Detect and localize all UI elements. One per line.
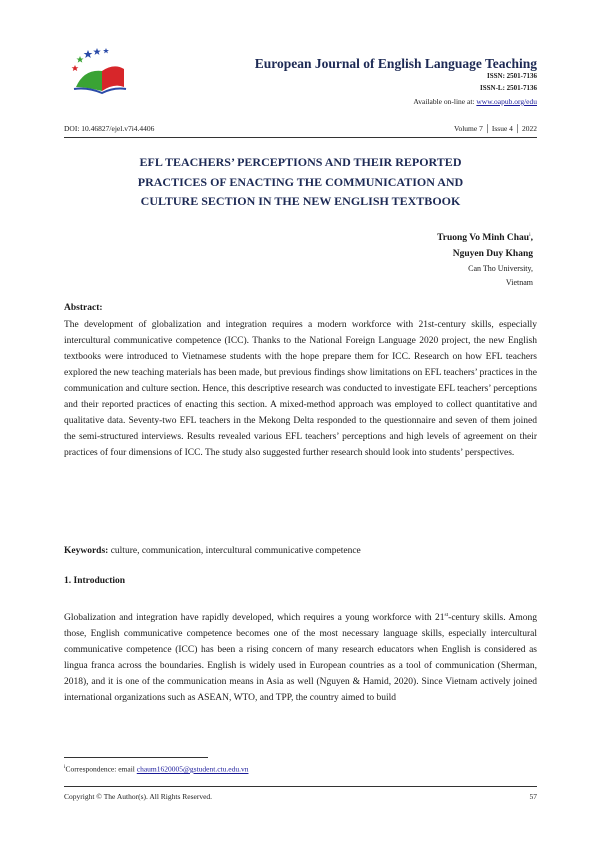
footnote-mark[interactable]: i xyxy=(529,232,531,238)
footnote-divider xyxy=(64,757,208,758)
paper-title xyxy=(64,153,537,212)
footnote-label: Correspondence: email xyxy=(65,764,137,774)
correspondence-email-link[interactable]: chaum1620005@gstudent.ctu.edu.vn xyxy=(136,764,249,774)
author-name: Nguyen Duy Khang xyxy=(452,249,533,260)
abstract-heading: Abstract: xyxy=(64,303,103,313)
introduction-text: Globalization and integration have rapidly developed, which requires a young workforce with 21st-century skills. Among those, English communicative competence becomes one of the most necessary language skills, especially intercultural communicative competence (ICC) has been a rising concern of many research educators when English is considered as lingua franca across the boundaries. English is widely used in European countries as a tool of communication (Sherman, 2018), and it is one of the communication means in Asia as well (Nguyen & Hamid, 2020). Since Vietnam actively joined international organizations such as ASEAN, WTO, and TPP, the country aimed to build xyxy=(64,612,537,704)
author-name: Truong Vo Minh Chau xyxy=(437,233,530,244)
keywords-label: Keywords: xyxy=(64,546,109,556)
online-availability xyxy=(413,97,537,106)
meta-line xyxy=(64,124,537,133)
doi: DOI: 10.46827/ejel.v7i4.4406 xyxy=(64,124,155,133)
footnote-mark: i xyxy=(64,764,66,770)
page-number: 57 xyxy=(529,792,537,801)
title-line: EFL TEACHERS’ PERCEPTIONS AND THEIR REPORTED xyxy=(139,155,462,169)
issn: ISSN: 2501-7136 xyxy=(487,72,537,80)
footnote xyxy=(64,764,248,774)
footer-divider xyxy=(64,786,537,787)
volume-issue: Volume 7 │ Issue 4 │ 2022 xyxy=(454,124,537,133)
issn-l: ISSN-L: 2501-7136 xyxy=(480,84,537,92)
affiliation: Can Tho University, xyxy=(468,264,533,274)
journal-title: European Journal of English Language Teaching xyxy=(254,56,537,71)
header-divider xyxy=(64,137,537,138)
online-label: Available on-line at: xyxy=(413,97,477,106)
title-line: CULTURE SECTION IN THE NEW ENGLISH TEXTBOOK xyxy=(140,194,461,208)
keywords xyxy=(64,543,537,559)
author-block: Truong Vo Minh Chau$^i$, Nguyen Duy Khang Can Tho University, Vietnam xyxy=(437,227,533,290)
abstract-text: The development of globalization and integration requires a modern workforce with 21st-century skills, especially intercultural communicative competence (ICC). Thanks to the National Foreign Language 2020 project, the new English textbooks were introduced to Vietnamese students with the hope prepare them for ICC. Research on how EFL teachers explored the new teaching materials has been made, but previous findings show limitations on EFL teachers’ practices in the communication and culture section. Hence, this descriptive research was conducted to investigate EFL teachers’ perceptions and their reported practices of enacting this section. A mixed-method approach was employed to collect quantitative and qualitative data. Seventy-two EFL teachers in the Mekong Delta responded to the questionnaire and seven of them joined the semi-structured interviews. Results revealed various EFL teachers’ perceptions and high levels of agreement on their practices of four dimensions of ICC. The study also suggested further research should look into students’ perspectives. xyxy=(64,320,538,458)
title-line: PRACTICES OF ENACTING THE COMMUNICATION AND xyxy=(137,174,464,189)
journal-url-link[interactable]: www.oapub.org/edu xyxy=(476,97,537,106)
affiliation-country: Vietnam xyxy=(505,278,533,288)
page-footer xyxy=(64,792,537,801)
book-stars-logo-icon xyxy=(66,47,128,95)
copyright: Copyright © The Author(s). All Rights Reserved. xyxy=(64,792,213,801)
section-heading-introduction: 1. Introduction xyxy=(64,576,126,586)
keywords-text: culture, communication, intercultural communicative competence xyxy=(108,546,361,556)
